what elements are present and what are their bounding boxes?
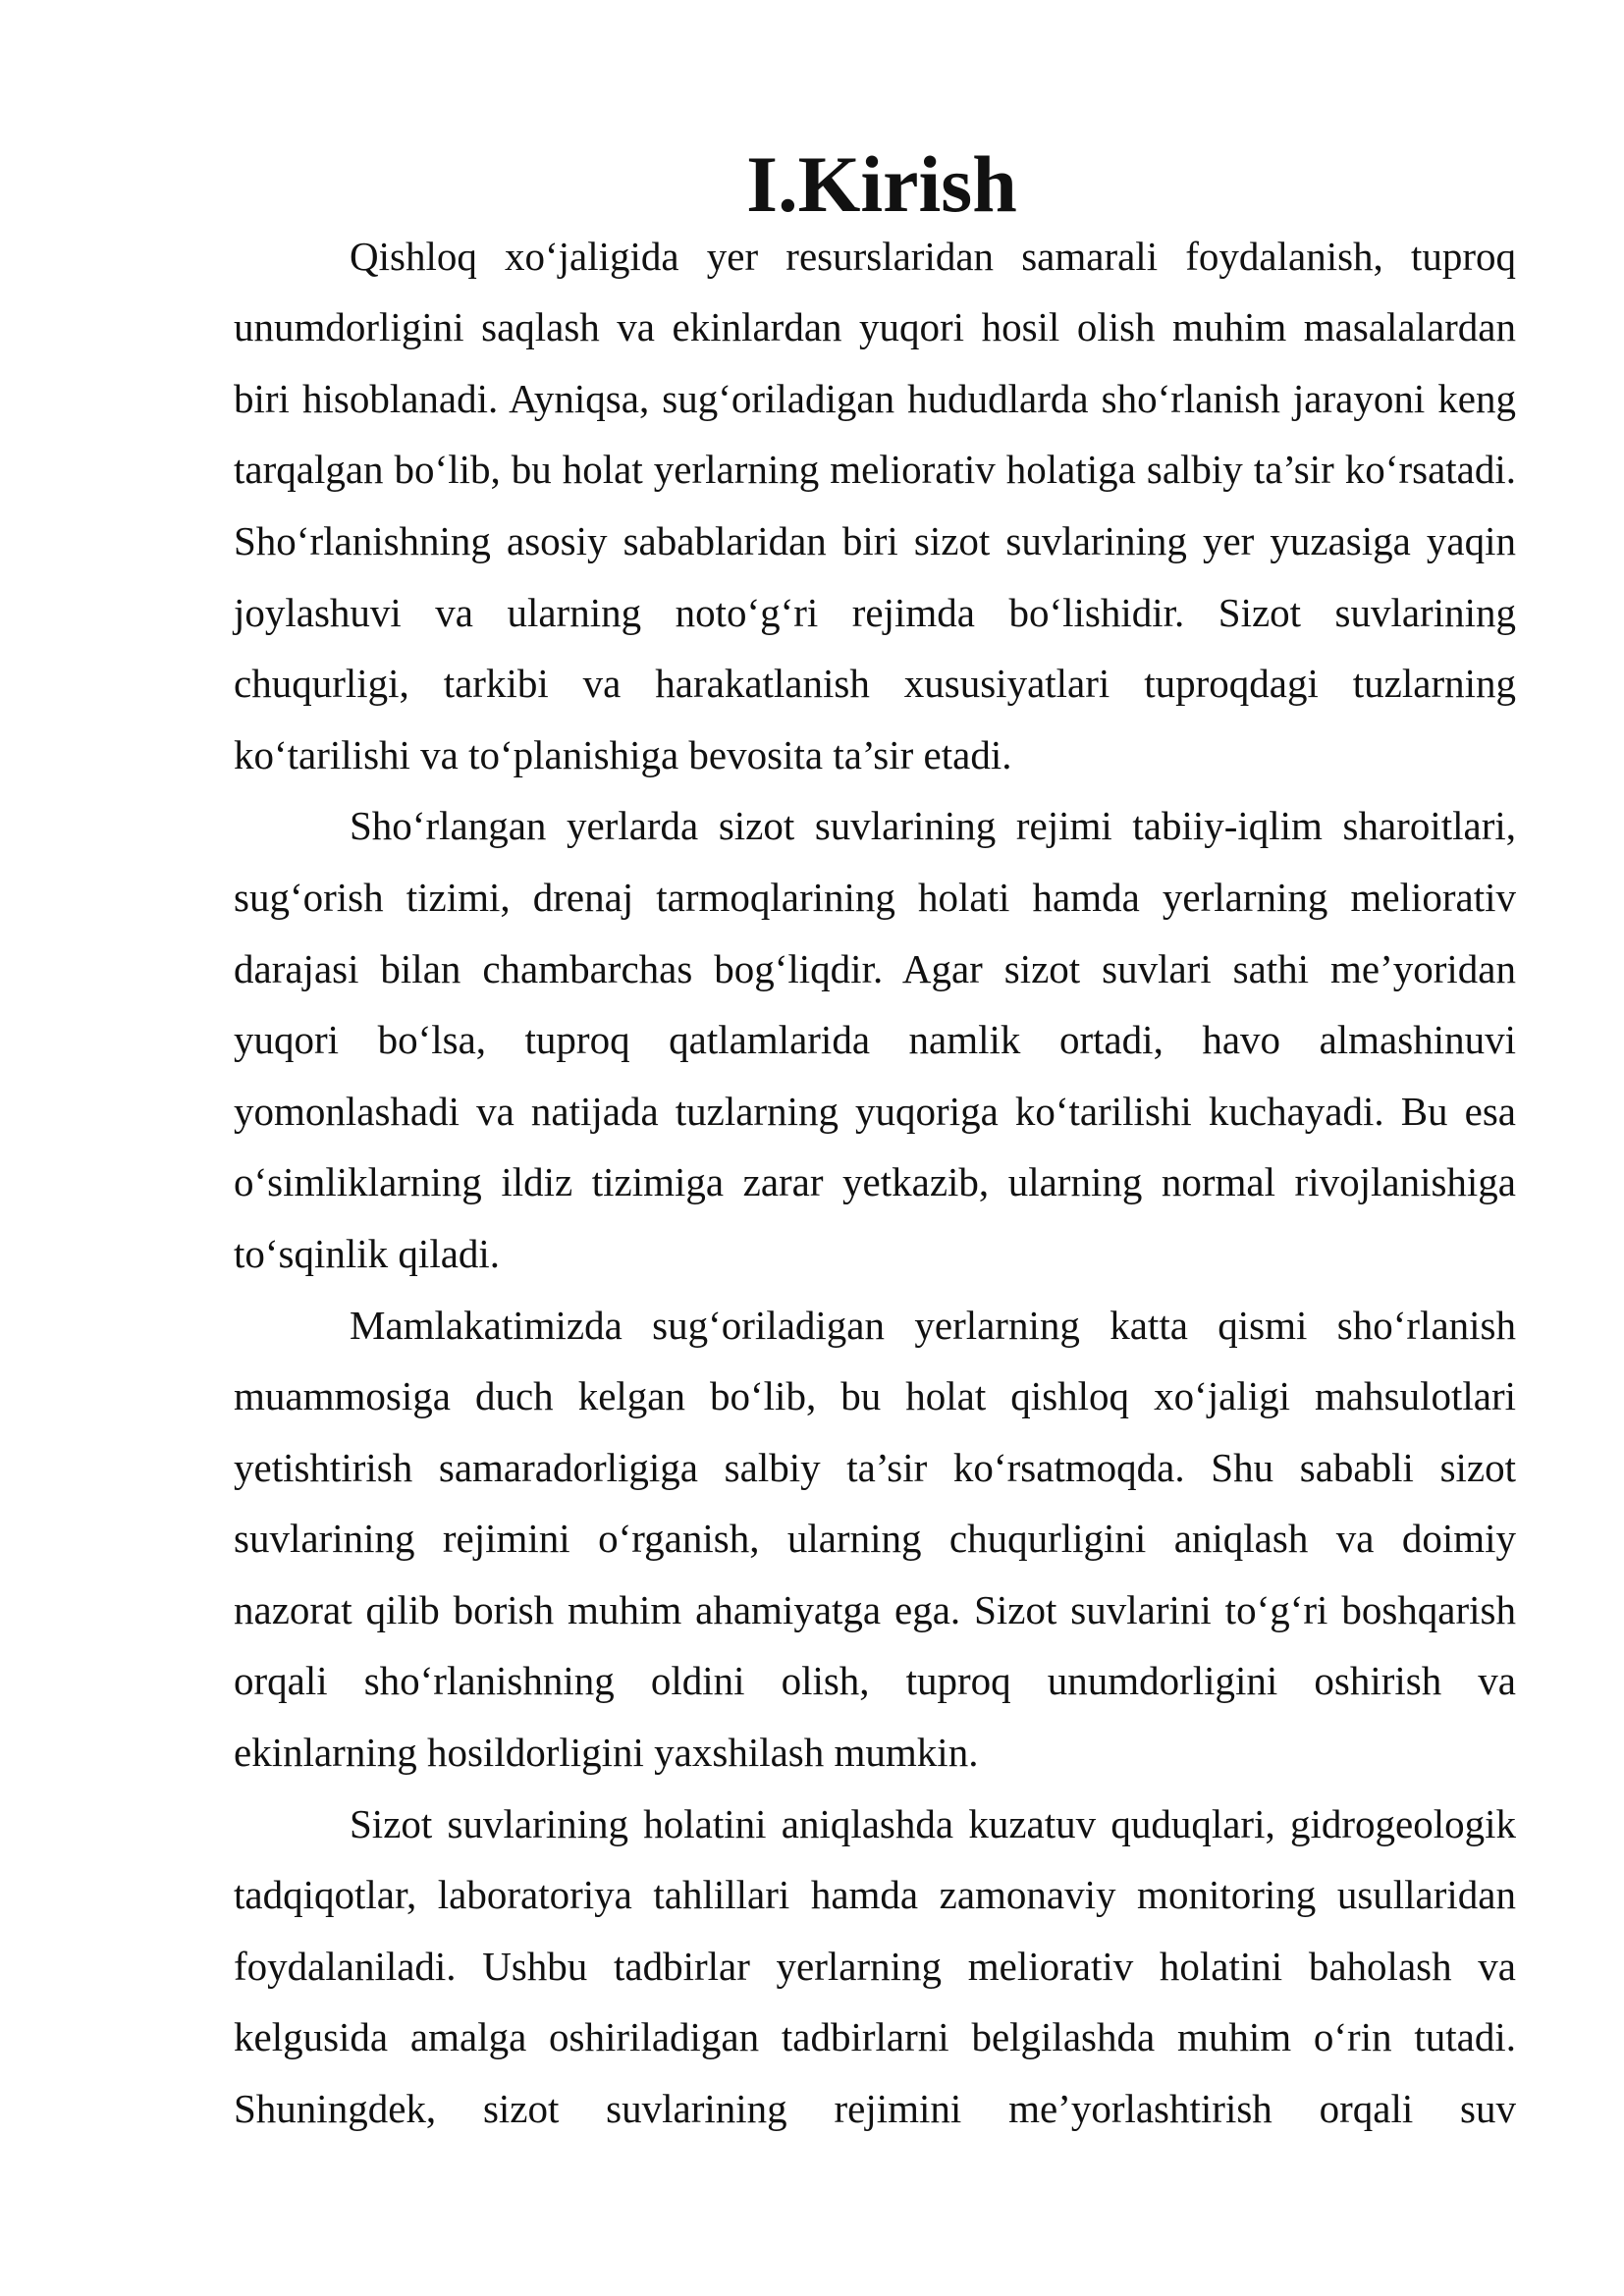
section-heading: I.Kirish [746, 139, 1017, 229]
paragraph-3: Mamlakatimizda sug‘oriladigan yerlarning katta qismi sho‘rlanish muammosiga duch kelgan bo‘lib, bu holat qishloq xo‘jaligi mahsulotlari yetishtirish samaradorligiga salbiy ta’sir ko‘rsatmoqda. Shu sababli sizot suvlarining rejimini o‘rganish, ularning chuqurligini aniqlash va doimiy nazorat qilib borish muhim ahamiyatga ega. Sizot suvlarini to‘g‘ri boshqarish orqali sho‘rlanishning oldini olish, tuproq unumdorligini oshirish va ekinlarning hosildorligini yaxshilash mumkin. [234, 1302, 1516, 1776]
paragraph-2: Sho‘rlangan yerlarda sizot suvlarining rejimi tabiiy-iqlim sharoitlari, sug‘orish tizimi, drenaj tarmoqlarining holati hamda yerlarning meliorativ darajasi bilan chambarchas bog‘liqdir. Agar sizot suvlari sathi me’yoridan yuqori bo‘lsa, tuproq qatlamlarida namlik ortadi, havo almashinuvi yomonlashadi va natijada tuzlarning yuqoriga ko‘tarilishi kuchayadi. Bu esa o‘simliklarning ildiz tizimiga zarar yetkazib, ularning normal rivojlanishiga to‘sqinlik qiladi. [234, 803, 1516, 1276]
document-body [234, 139, 1516, 2145]
paragraph-1: Qishloq xo‘jaligida yer resurslaridan samarali foydalanish, tuproq unumdorligini saqlash va ekinlardan yuqori hosil olish muhim masalalardan biri hisoblanadi. Ayniqsa, sug‘oriladigan hududlarda sho‘rlanish jarayoni keng tarqalgan bo‘lib, bu holat yerlarning meliorativ holatiga salbiy ta’sir ko‘rsatadi. Sho‘rlanishning asosiy sabablaridan biri sizot suvlarining yer yuzasiga yaqin joylashuvi va ularning noto‘g‘ri rejimda bo‘lishidir. Sizot suvlarining chuqurligi, tarkibi va harakatlanish xususiyatlari tuproqdagi tuzlarning ko‘tarilishi va to‘planishiga bevosita ta’sir etadi. [234, 233, 1516, 777]
paragraph-4: Sizot suvlarining holatini aniqlashda kuzatuv quduqlari, gidrogeologik tadqiqotlar, laboratoriya tahlillari hamda zamonaviy monitoring usullaridan foydalaniladi. Ushbu tadbirlar yerlarning meliorativ holatini baholash va kelgusida amalga oshiriladigan tadbirlarni belgilashda muhim o‘rin tutadi. Shuningdek, sizot suvlarining rejimini me’yorlashtirish orqali suv [234, 1800, 1516, 2132]
